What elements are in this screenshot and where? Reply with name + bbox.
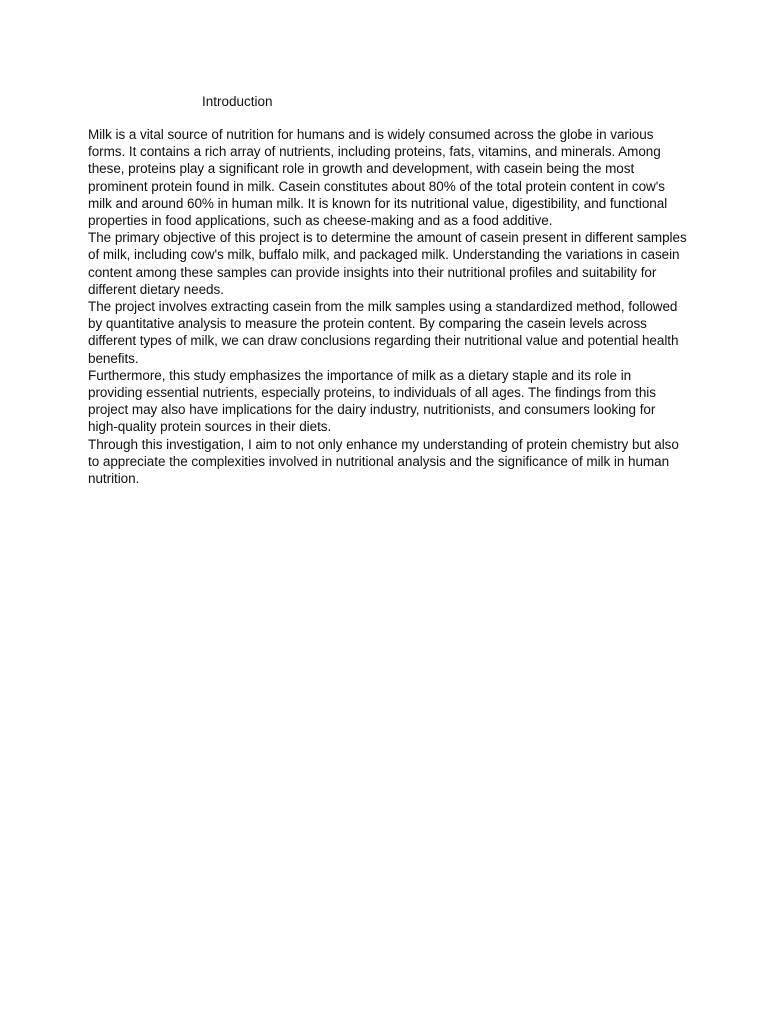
paragraph-objective: The primary objective of this project is to determine the amount of casein present in different samples of milk, including cow's milk, buffalo milk, and packaged milk. Understanding the variations in casein content among these samples can provide insights into their nutritional profiles and suitability for different dietary needs. <box>88 230 687 297</box>
paragraph-method: The project involves extracting casein from the milk samples using a standardized method, followed by quantitative analysis to measure the protein content. By comparing the casein levels across different types of milk, we can draw conclusions regarding their nutritional value and potential health benefits. <box>88 299 679 366</box>
body-text <box>88 126 688 487</box>
page-title: Introduction <box>202 94 273 109</box>
paragraph-conclusion: Through this investigation, I aim to not only enhance my understanding of protein chemistry but also to appreciate the complexities involved in nutritional analysis and the significance of milk in human nutrition. <box>88 436 679 487</box>
paragraph-intro: Milk is a vital source of nutrition for humans and is widely consumed across the globe in various forms. It contains a rich array of nutrients, including proteins, fats, vitamins, and minerals. Among these, proteins play a significant role in growth and development, with casein being the most prominent protein found in milk. Casein constitutes about 80% of the total protein content in cow's milk and around 60% in human milk. It is known for its nutritional value, digestibility, and functional properties in food applications, such as cheese-making and as a food additive. <box>88 127 668 229</box>
paragraph-importance: Furthermore, this study emphasizes the importance of milk as a dietary staple and its role in providing essential nutrients, especially proteins, to individuals of all ages. The findings from this project may also have implications for the dairy industry, nutritionists, and consumers looking for high-quality protein sources in their diets. <box>88 367 656 435</box>
